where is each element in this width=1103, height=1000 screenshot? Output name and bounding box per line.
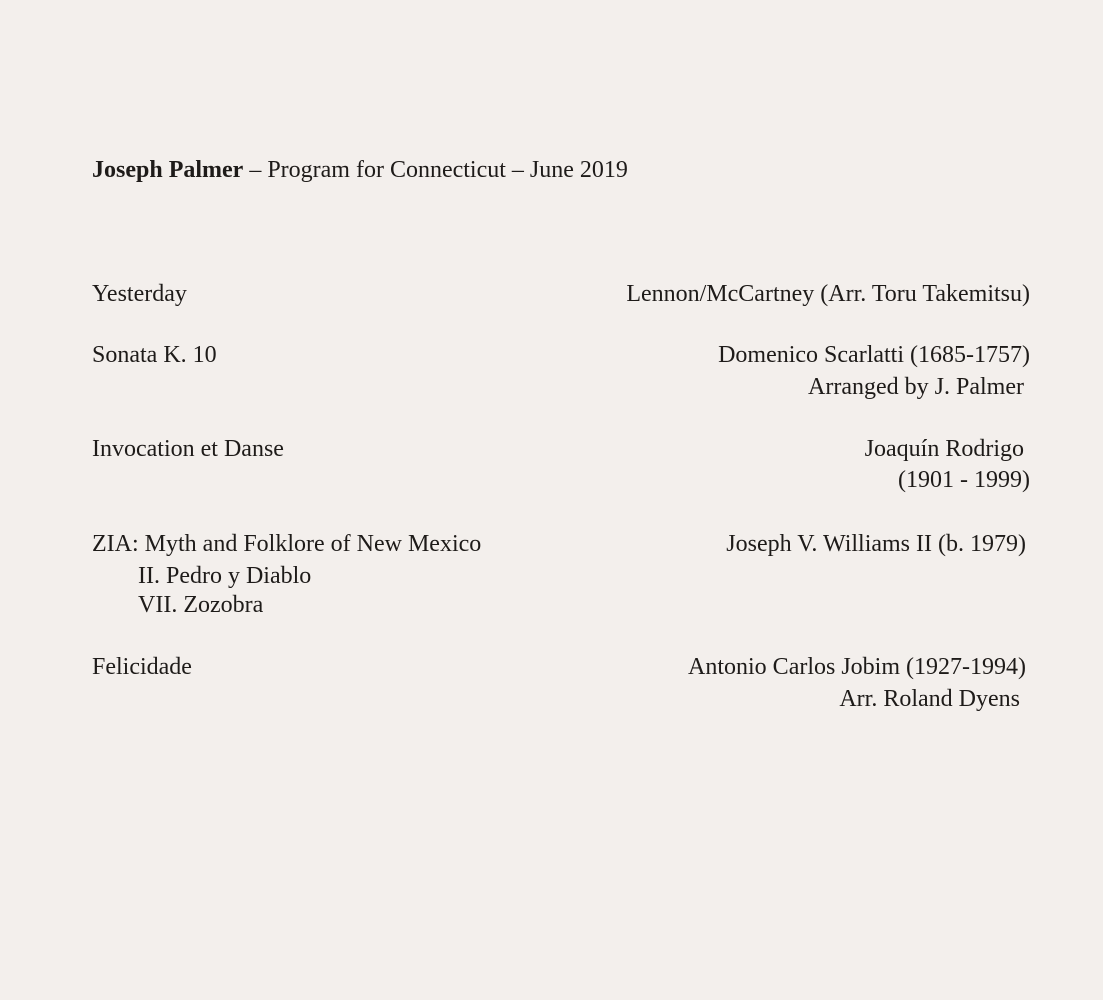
piece-composer: Joaquín Rodrigo (864, 436, 1024, 462)
piece-movement: VII. Zozobra (138, 592, 264, 618)
piece-composer: Domenico Scarlatti (1685-1757) (718, 342, 1030, 368)
piece-title: Invocation et Danse (92, 436, 284, 462)
piece-title: Sonata K. 10 (92, 342, 217, 368)
program-header (92, 155, 628, 185)
piece-composer-dates: (1901 - 1999) (898, 467, 1030, 493)
piece-arranger: Arr. Roland Dyens (839, 686, 1020, 712)
program-header-subtitle: – Program for Connecticut – June 2019 (243, 157, 628, 183)
piece-title: Yesterday (92, 281, 187, 307)
piece-title: ZIA: Myth and Folklore of New Mexico (92, 531, 482, 557)
piece-composer: Antonio Carlos Jobim (1927-1994) (688, 654, 1026, 680)
performer-name: Joseph Palmer (92, 157, 244, 183)
piece-title: Felicidade (92, 654, 192, 680)
piece-composer: Joseph V. Williams II (b. 1979) (726, 531, 1026, 557)
piece-composer: Lennon/McCartney (Arr. Toru Takemitsu) (626, 281, 1030, 307)
piece-arranger: Arranged by J. Palmer (808, 374, 1024, 400)
piece-movement: II. Pedro y Diablo (138, 563, 312, 589)
